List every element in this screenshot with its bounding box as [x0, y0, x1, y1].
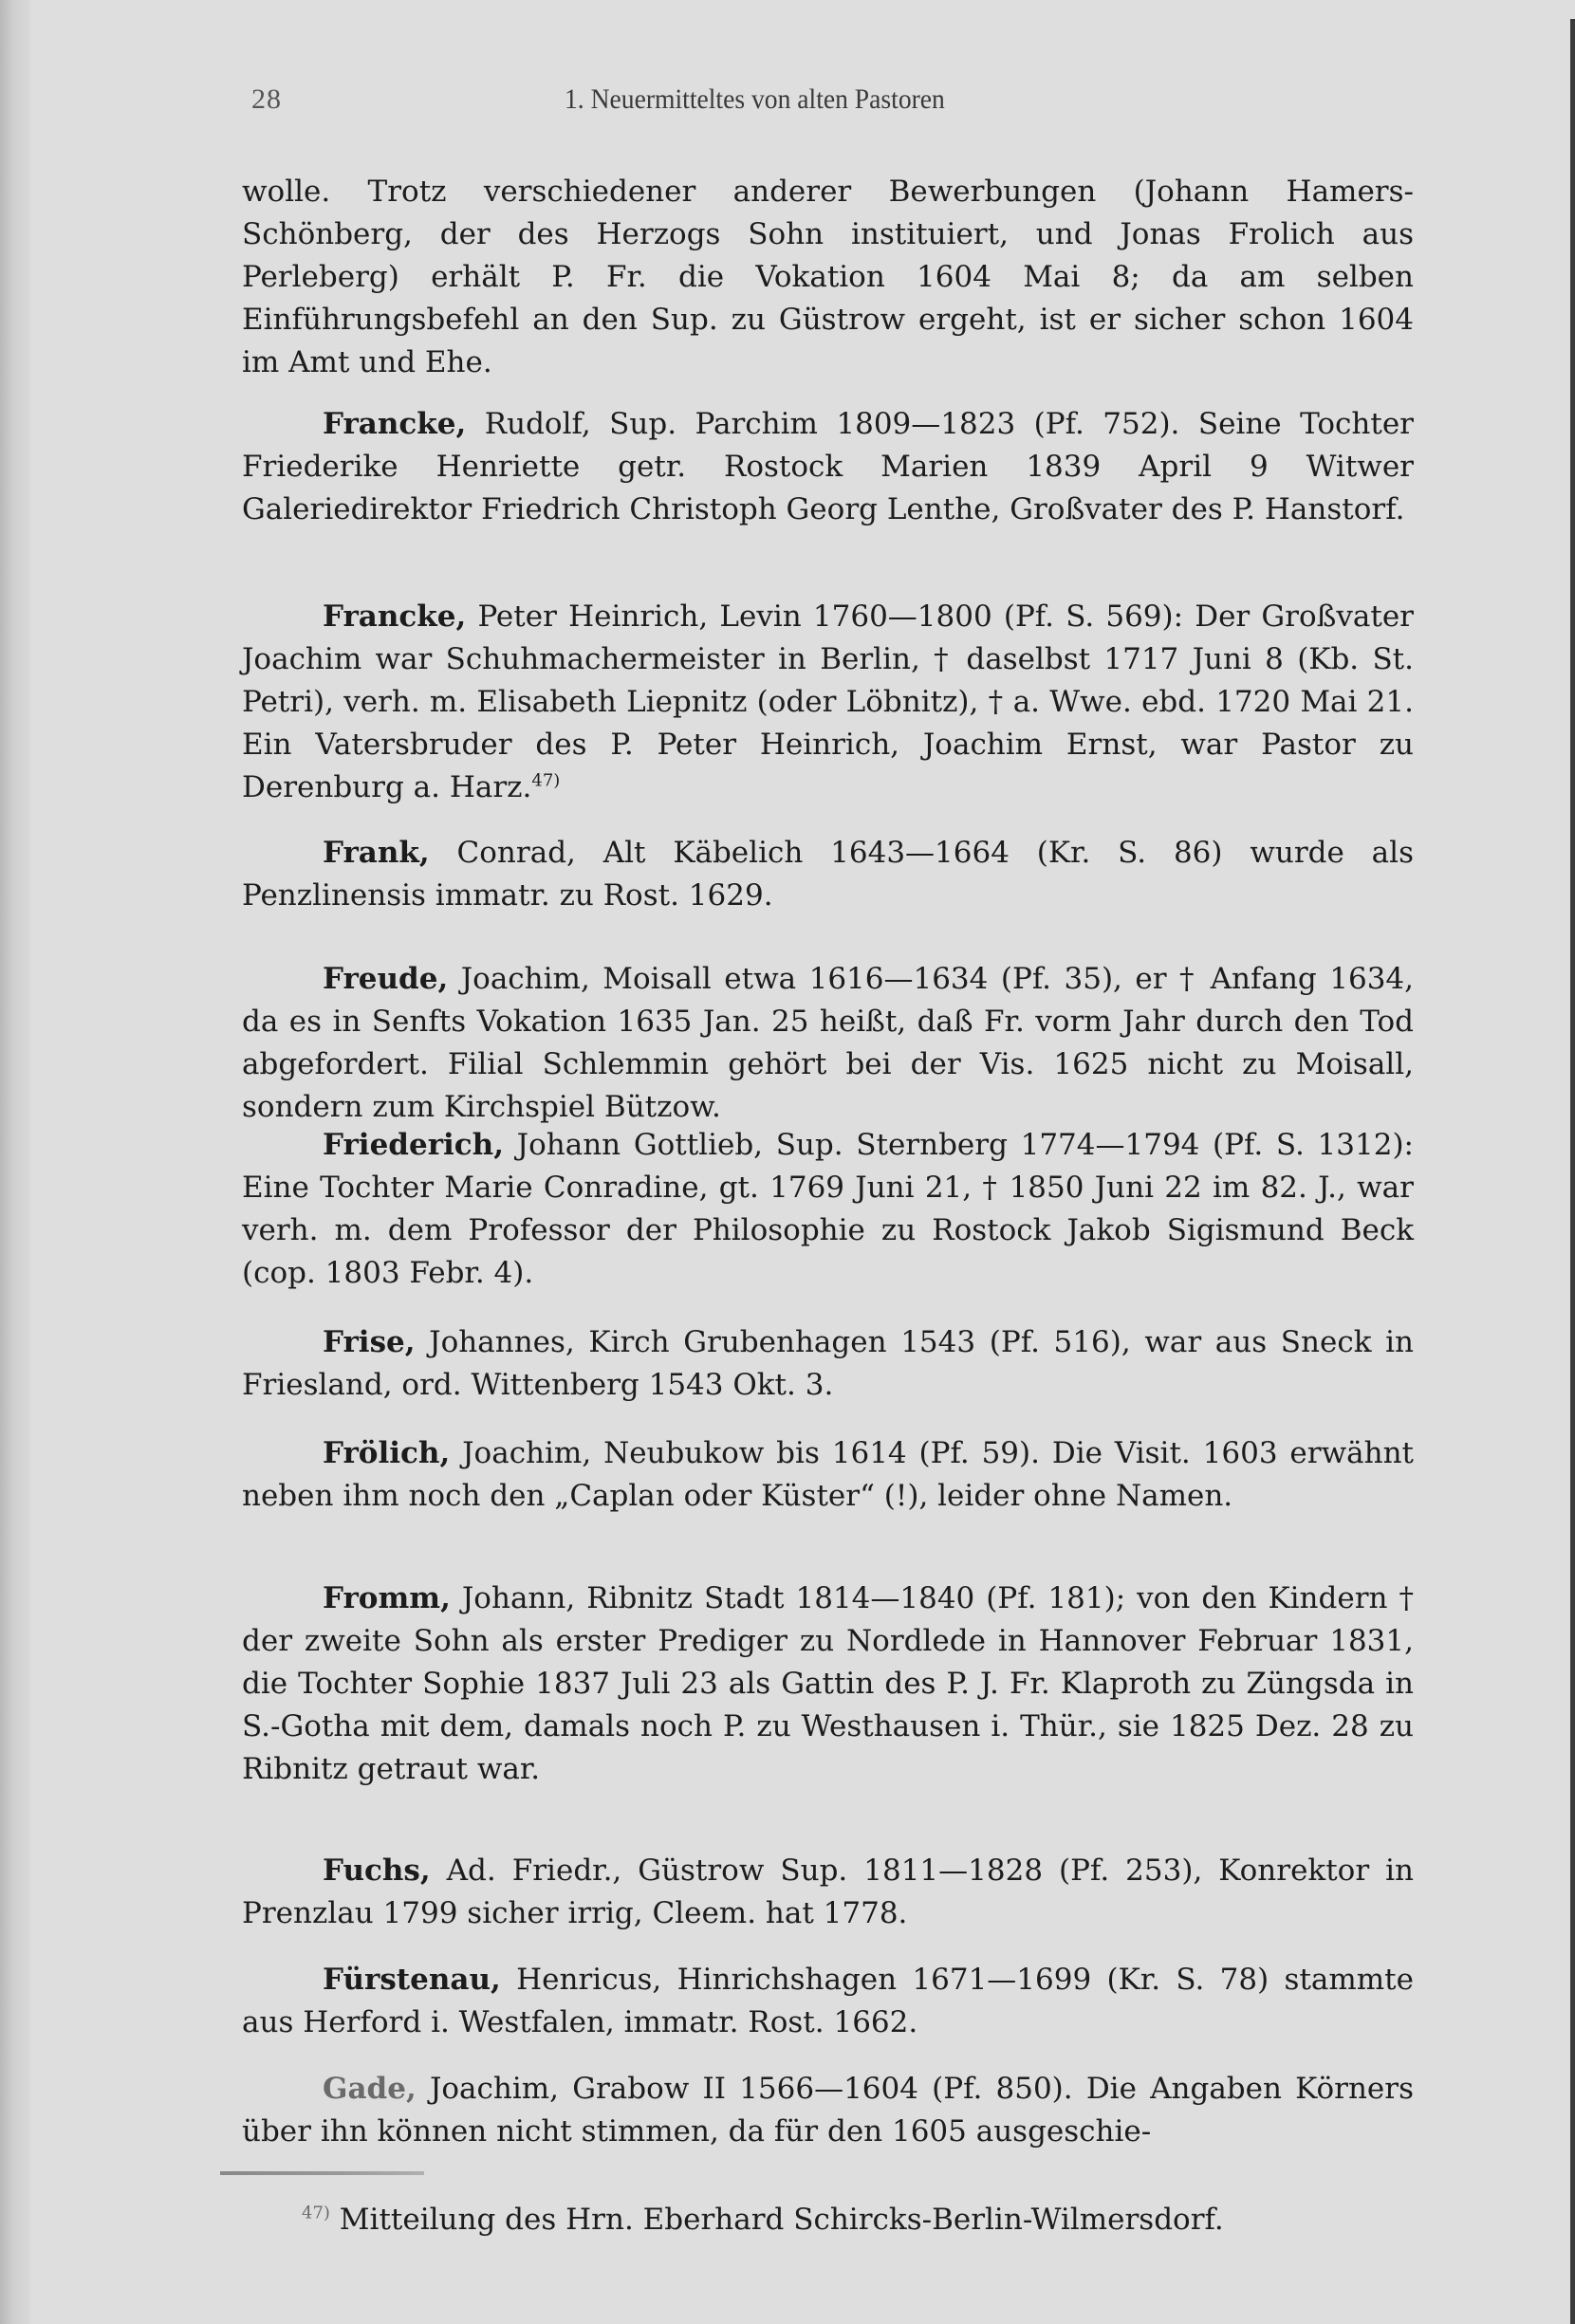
entry-headword: Frank,: [323, 836, 430, 870]
entry-freude-joachim: [242, 958, 1414, 1129]
entry-fuerstenau-henricus: [242, 1959, 1414, 2044]
entry-fromm-johann: [242, 1577, 1414, 1791]
entry-headword: Francke,: [323, 407, 467, 441]
entry-froelich-joachim: [242, 1432, 1414, 1518]
entry-text: Rudolf, Sup. Parchim 1809—1823 (Pf. 752). Seine Tochter Friederike Henriette getr. Rostock Marien 1839 April 9 Witwer Galeriedirektor Friedrich Christoph Georg Lenthe, Großvater des P. Hanstorf.: [242, 407, 1414, 526]
entry-text: Ad. Friedr., Güstrow Sup. 1811—1828 (Pf. 253), Konrektor in Prenzlau 1799 sicher irrig, Cleem. hat 1778.: [242, 1854, 1414, 1930]
entry-text: Henricus, Hinrichshagen 1671—1699 (Kr. S. 78) stammte aus Herford i. Westfalen, immatr. Rost. 1662.: [242, 1963, 1414, 2039]
paragraph-text: wolle. Trotz verschiedener anderer Bewerbungen (Johann Hamers-Schönberg, der des Herzogs Sohn instituiert, und Jonas Frolich aus Perleberg) erhält P. Fr. die Vokation 1604 Mai 8; da am selben Einführungsbefehl an den Sup. zu Güstrow ergeht, ist er sicher schon 1604 im Amt und Ehe.: [242, 175, 1414, 379]
entry-frise-johannes: [242, 1321, 1414, 1407]
entry-headword: Fromm,: [323, 1581, 451, 1615]
entry-text: Joachim, Neubukow bis 1614 (Pf. 59). Die Visit. 1603 erwähnt neben ihm noch den „Caplan oder Küster“ (!), leider ohne Namen.: [242, 1436, 1414, 1513]
footnote-marker: 47): [302, 2203, 330, 2223]
footnote-text: Mitteilung des Hrn. Eberhard Schircks-Berlin-Wilmersdorf.: [329, 2203, 1224, 2237]
entry-gade-joachim: [242, 2068, 1414, 2153]
entry-text: Joachim, Grabow II 1566—1604 (Pf. 850). Die Angaben Körners über ihn können nicht stimmen, da für den 1605 ausgeschie-: [242, 2072, 1414, 2149]
page-number: 28: [251, 83, 282, 115]
footnote: [302, 2199, 1421, 2241]
entry-fuchs-ad-friedr: [242, 1850, 1414, 1935]
entry-headword: Gade,: [323, 2072, 417, 2106]
entry-friederich-johann-gottlieb: [242, 1124, 1414, 1295]
entry-headword: Frölich,: [323, 1436, 451, 1470]
entry-headword: Fuchs,: [323, 1854, 431, 1888]
entry-text: Joachim, Moisall etwa 1616—1634 (Pf. 35), er † Anfang 1634, da es in Senfts Vokation 1635 Jan. 25 heißt, daß Fr. vorm Jahr durch den Tod abgefordert. Filial Schlemmin gehört bei der Vis. 1625 nicht zu Moisall, sondern zum Kirchspiel Bützow.: [242, 962, 1414, 1124]
paragraph-continuation: [242, 171, 1414, 384]
running-head: 1. Neuermitteltes von alten Pastoren: [565, 83, 945, 115]
entry-headword: Francke,: [323, 599, 467, 634]
entry-text: Conrad, Alt Käbelich 1643—1664 (Kr. S. 86) wurde als Penzlinensis immatr. zu Rost. 1629.: [242, 836, 1414, 913]
entry-francke-peter-heinrich: [242, 596, 1414, 809]
entry-text: Johannes, Kirch Grubenhagen 1543 (Pf. 516), war aus Sneck in Friesland, ord. Wittenberg 1543 Okt. 3.: [242, 1325, 1414, 1402]
entry-headword: Frise,: [323, 1325, 416, 1359]
entry-text: Johann Gottlieb, Sup. Sternberg 1774—1794 (Pf. S. 1312): Eine Tochter Marie Conradine, gt. 1769 Juni 21, † 1850 Juni 22 im 82. J., war verh. m. dem Professor der Philosophie zu Rostock Jakob Sigismund Beck (cop. 1803 Febr. 4).: [242, 1128, 1414, 1290]
page-gutter-shadow: [0, 0, 32, 2324]
entry-headword: Friederich,: [323, 1128, 505, 1162]
page-edge: [1570, 19, 1575, 2324]
footnote-reference[interactable]: 47): [531, 770, 561, 791]
entry-headword: Fürstenau,: [323, 1963, 501, 1997]
entry-text: Peter Heinrich, Levin 1760—1800 (Pf. S. 569): Der Großvater Joachim war Schuhmachermeister in Berlin, † daselbst 1717 Juni 8 (Kb. St. Petri), verh. m. Elisabeth Liepnitz (oder Löbnitz), † a. Wwe. ebd. 1720 Mai 21. Ein Vatersbruder des P. Peter Heinrich, Joachim Ernst, war Pastor zu Derenburg a. Harz.: [242, 599, 1414, 804]
entry-francke-rudolf: [242, 403, 1414, 531]
entry-headword: Freude,: [323, 962, 449, 996]
entry-text: Johann, Ribnitz Stadt 1814—1840 (Pf. 181); von den Kindern † der zweite Sohn als erster Prediger zu Nordlede in Hannover Februar 1831, die Tochter Sophie 1837 Juli 23 als Gattin des P. J. Fr. Klaproth zu Züngsda in S.-Gotha mit dem, damals noch P. zu Westhausen i. Thür., sie 1825 Dez. 28 zu Ribnitz getraut war.: [242, 1581, 1414, 1786]
entry-frank-conrad: [242, 832, 1414, 917]
footnote-divider: [220, 2171, 424, 2175]
